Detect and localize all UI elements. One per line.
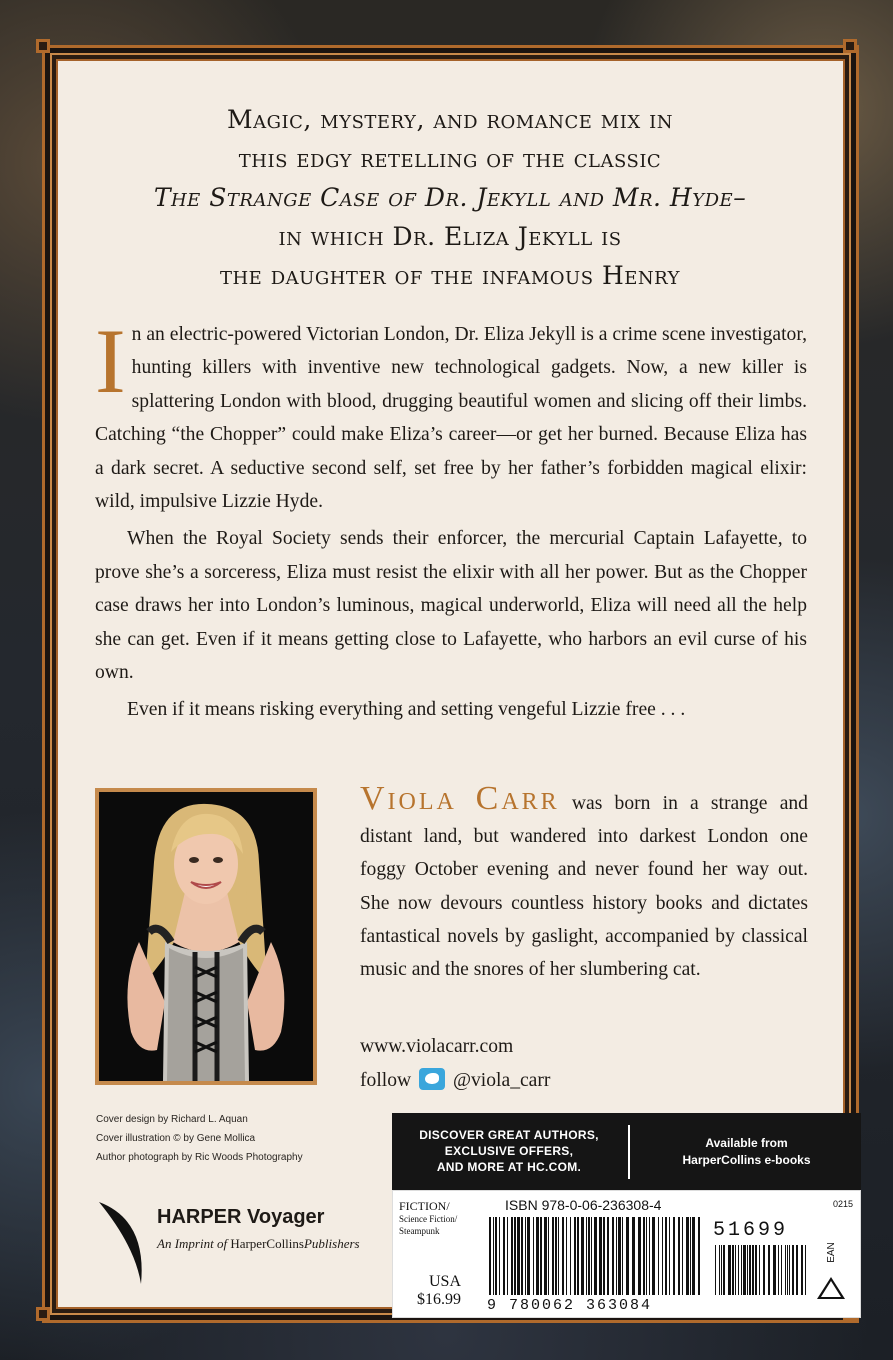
barcode-bar [673,1217,675,1295]
barcode-bar [638,1217,641,1295]
frame-corner-ornament [843,39,857,53]
barcode-addon-bar [778,1245,779,1295]
ean-addon-number: 51699 [713,1219,789,1242]
barcode-addon-bar [796,1245,798,1295]
promo-line: EXCLUSIVE OFFERS, [444,1144,574,1158]
author-portrait-image [99,792,313,1081]
cover-credits [96,1110,376,1167]
author-bio [360,782,808,986]
description-paragraph [95,310,807,518]
promo-line: AND MORE AT HC.COM. [436,1160,582,1174]
barcode-addon-bar [743,1245,746,1295]
barcode-bar [632,1217,635,1295]
tagline [70,100,830,295]
barcode-bar [527,1217,530,1295]
barcode-addon-bar [728,1245,731,1295]
genre-sub: Science Fiction/ [399,1214,458,1224]
barcode-panel [392,1190,861,1318]
credit-illustration: Cover illustration © by Gene Mollica [96,1133,256,1144]
barcode-addon-bar [715,1245,716,1295]
twitter-icon[interactable] [419,1068,445,1090]
barcode-bar [686,1217,689,1295]
barcode-addon-bar [805,1245,806,1295]
author-bio-text: was born in a strange and distant land, but wandered into darkest London one foggy October evening and never found her way out. She now devours countless history books and dictates fantastical novels by gaslight, accompanied by classical music and the snores of her slumbering cat. [360,793,808,981]
tagline-line: this edgy retelling of the classic [238,144,662,173]
barcode-bar [525,1217,526,1295]
barcode-addon-bar [781,1245,782,1295]
barcode-bar [511,1217,513,1295]
tagline-line: Magic, mystery, and romance mix in [227,105,673,134]
barcode-bar [678,1217,680,1295]
credit-design: Cover design by Richard L. Aquan [96,1114,248,1125]
barcode-addon-bar [768,1245,770,1295]
barcode-bar [588,1217,590,1295]
barcode-bar [555,1217,557,1295]
frame-corner-ornament [36,1307,50,1321]
barcode-bar [489,1217,491,1295]
barcode-addon-bar [719,1245,720,1295]
description-paragraph: When the Royal Society sends their enforcer, the mercurial Captain Lafayette, to prove she’s a sorceress, Eliza must resist the elixir with all her power. But as the Chopper case draws her into London’s luminous, magical underworld, Eliza will need all the help she can get. Even if it means getting close to Lafayette, who harbors an evil curse of his own. [95,528,807,684]
barcode-bar [669,1217,670,1295]
description-text: n an electric-powered Victorian London, Dr. Eliza Jekyll is a crime scene investigator, hunting killers with inventive new technological gadgets. Now, a new killer is splattering London with blood, drugging beautiful women and slicing off their limbs. Catching “the Chopper” could make Eliza’s career—or get her burned. Because Eliza has a dark secret. A seductive second self, set free by her father’s forbidden magical elixir: wild, impulsive Lizzie Hyde. [95,324,807,513]
barcode-addon-bar [785,1245,786,1295]
barcode-bar [682,1217,683,1295]
description-paragraph: Even if it means risking everything and setting vengeful Lizzie free . . . [127,699,686,721]
drop-cap: I [95,310,126,412]
barcode-bar [503,1217,505,1295]
author-photo [95,788,317,1085]
barcode-bar [594,1217,597,1295]
barcode-bar [562,1217,564,1295]
barcode-bar [577,1217,579,1295]
barcode-bar [544,1217,547,1295]
imprint-prefix: An Imprint of [157,1236,231,1251]
barcode-addon-bar [723,1245,725,1295]
follow-label: follow [360,1070,412,1091]
barcode-bar [603,1217,605,1295]
barcode-addon-bar [787,1245,788,1295]
barcode-addon-bar [755,1245,757,1295]
barcode-bar [646,1217,647,1295]
ean-label: EAN [825,1242,837,1263]
barcode-bar [616,1217,617,1295]
publisher-logo-block [95,1200,385,1290]
barcode-bar [622,1217,623,1295]
barcode-bar [533,1217,534,1295]
barcode-bar [690,1217,691,1295]
barcode-bar [540,1217,542,1295]
barcode-bar [548,1217,549,1295]
promo-banner [392,1113,861,1190]
barcode-bars [489,1217,809,1297]
barcode-bar [507,1217,508,1295]
barcode-number: 9 780062 363084 [487,1297,653,1314]
author-website-link[interactable]: www.violacarr.com [360,1036,514,1057]
barcode-bar [495,1217,497,1295]
barcode-bar [698,1217,700,1295]
barcode-bar [643,1217,645,1295]
barcode-bar [493,1217,494,1295]
barcode-bar [626,1217,629,1295]
barcode-addon-bar [759,1245,760,1295]
barcode-addon-bar [747,1245,748,1295]
imprint-name: HarperCollins [230,1236,304,1251]
barcode-bar [591,1217,592,1295]
imprint-suffix: Publishers [303,1236,360,1251]
barcode-bar [536,1217,539,1295]
barcode-bar [612,1217,614,1295]
author-name: Viola Carr [360,780,560,817]
barcode-addon-bar [732,1245,734,1295]
barcode-addon-bar [792,1245,794,1295]
barcode-bar [574,1217,576,1295]
frame-corner-ornament [36,39,50,53]
promo-line: HarperCollins e-books [682,1153,811,1167]
barcode-bar [618,1217,621,1295]
tagline-line-title: The Strange Case of Dr. Jekyll and Mr. Hyde– [153,183,747,212]
isbn-text: ISBN 978-0-06-236308-4 [505,1197,662,1213]
barcode-addon-bar [763,1245,765,1295]
promo-ebooks [632,1135,861,1169]
credit-photo: Author photograph by Ric Woods Photography [96,1152,303,1163]
price-country: USA [428,1273,461,1290]
barcode-addon-bar [735,1245,736,1295]
barcode-bar [514,1217,516,1295]
book-description [95,310,807,727]
promo-divider [628,1125,630,1179]
barcode-bar [649,1217,650,1295]
barcode-bar [658,1217,659,1295]
barcode-bar [552,1217,554,1295]
barcode-bar [566,1217,567,1295]
promo-discover [392,1127,626,1175]
tagline-line: the daughter of the infamous Henry [219,261,681,290]
barcode-addon-bar [738,1245,739,1295]
code-text: 0215 [833,1199,854,1209]
barcode-addon-bar [752,1245,754,1295]
barcode-bar [521,1217,523,1295]
triangle-icon [817,1277,845,1299]
barcode-addon-bar [801,1245,803,1295]
promo-line: DISCOVER GREAT AUTHORS, [419,1128,599,1142]
barcode-bar [665,1217,667,1295]
genre-main: FICTION/ [399,1199,450,1213]
genre-sub: Steampunk [399,1226,440,1236]
barcode-bar [499,1217,500,1295]
crescent-moon-icon [95,1200,151,1286]
publisher-name: HARPER Voyager [157,1206,325,1228]
barcode-bar [586,1217,587,1295]
barcode-addon-bar [773,1245,776,1295]
barcode-bar [581,1217,584,1295]
genre-label [399,1199,479,1237]
twitter-handle-link[interactable]: @viola_carr [452,1070,551,1091]
author-links [360,1030,660,1098]
barcode-addon-bar [789,1245,790,1295]
barcode-bar [517,1217,520,1295]
barcode-bar [558,1217,559,1295]
barcode-addon-bar [741,1245,742,1295]
author-twitter-row [360,1064,660,1098]
barcode-bar [607,1217,609,1295]
barcode-bar [599,1217,602,1295]
promo-line: Available from [705,1136,788,1150]
price-value: $16.99 [417,1291,461,1308]
barcode-bar [652,1217,655,1295]
barcode-bar [570,1217,571,1295]
barcode-bar [662,1217,663,1295]
tagline-line: in which Dr. Eliza Jekyll is [278,222,622,251]
price-label [399,1273,461,1309]
barcode-addon-bar [749,1245,751,1295]
publisher-imprint [157,1236,360,1252]
barcode-bar [692,1217,695,1295]
barcode-addon-bar [721,1245,722,1295]
